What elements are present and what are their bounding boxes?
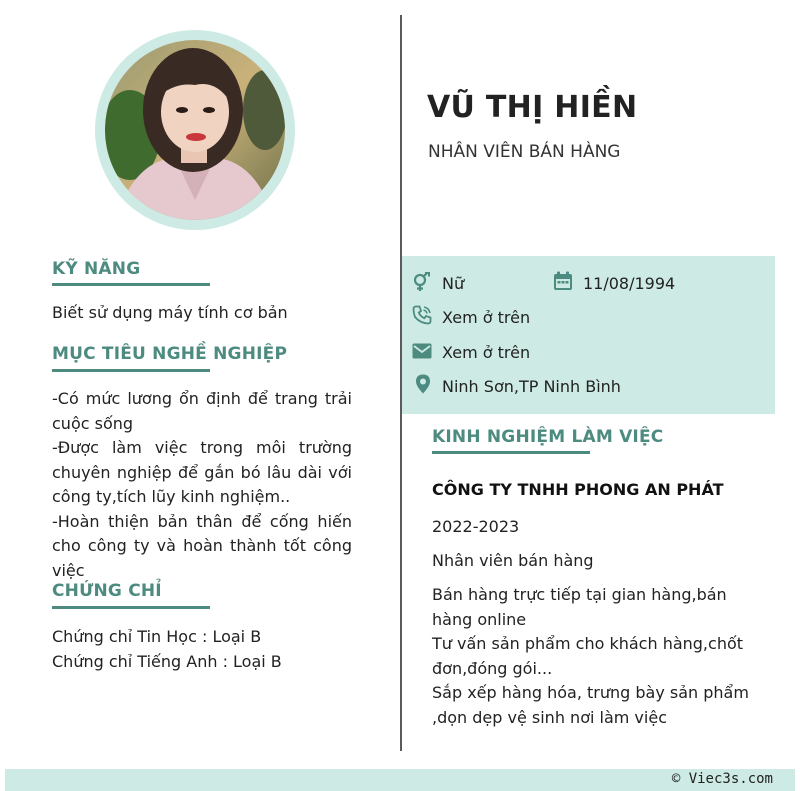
work-position: Nhân viên bán hàng [432, 551, 594, 570]
objective-text [52, 387, 352, 583]
skills-underline [52, 283, 210, 286]
certificates-list [52, 625, 352, 674]
job-title: NHÂN VIÊN BÁN HÀNG [428, 142, 621, 162]
contact-panel [402, 256, 775, 414]
objective-line: -Có mức lương ổn định để trang trải cuộc sống [52, 389, 352, 433]
skills-text: Biết sử dụng máy tính cơ bản [52, 303, 288, 322]
work-description [432, 583, 767, 730]
objective-title: MỤC TIÊU NGHỀ NGHIỆP [52, 344, 288, 364]
certificates-title: CHỨNG CHỈ [52, 581, 162, 601]
objective-underline [52, 369, 210, 372]
footer-bar [5, 769, 795, 791]
objective-line: -Được làm việc trong môi trường chuyên nghiệp để gắn bó lâu dài với công ty,tích lũy kinh nghiệm.. [52, 438, 352, 506]
work-description-line: Sắp xếp hàng hóa, trưng bày sản phẩm ,dọn dẹp vệ sinh nơi làm việc [432, 683, 749, 727]
footer-credit: © Viec3s.com [671, 771, 773, 787]
certificates-underline [52, 606, 210, 609]
company-name: CÔNG TY TNHH PHONG AN PHÁT [432, 480, 724, 499]
work-description-line: Bán hàng trực tiếp tại gian hàng,bán hàng online [432, 585, 727, 629]
email-icon [412, 341, 432, 361]
skills-title: KỸ NĂNG [52, 259, 141, 279]
address-value: Ninh Sơn,TP Ninh Bình [442, 377, 621, 396]
candidate-name: VŨ THỊ HIỀN [427, 90, 638, 125]
location-icon [413, 374, 433, 394]
phone-value: Xem ở trên [442, 308, 531, 327]
experience-title: KINH NGHIỆM LÀM VIỆC [432, 427, 664, 447]
work-period: 2022-2023 [432, 517, 520, 536]
experience-underline [432, 451, 590, 454]
calendar-icon [553, 271, 573, 291]
work-description-line: Tư vấn sản phẩm cho khách hàng,chốt đơn,đóng gói... [432, 634, 744, 678]
certificate-item: Chứng chỉ Tin Học : Loại B [52, 627, 262, 646]
avatar-frame [95, 30, 295, 230]
objective-line: -Hoàn thiện bản thân để cống hiến cho công ty và hoàn thành tốt công việc [52, 511, 352, 580]
phone-icon [412, 305, 432, 325]
gender-icon [412, 272, 432, 292]
birthday-value: 11/08/1994 [583, 274, 676, 293]
avatar [105, 40, 285, 220]
certificate-item: Chứng chỉ Tiếng Anh : Loại B [52, 651, 282, 671]
email-value: Xem ở trên [442, 343, 531, 362]
avatar-photo [105, 40, 285, 220]
gender-value: Nữ [442, 274, 465, 293]
